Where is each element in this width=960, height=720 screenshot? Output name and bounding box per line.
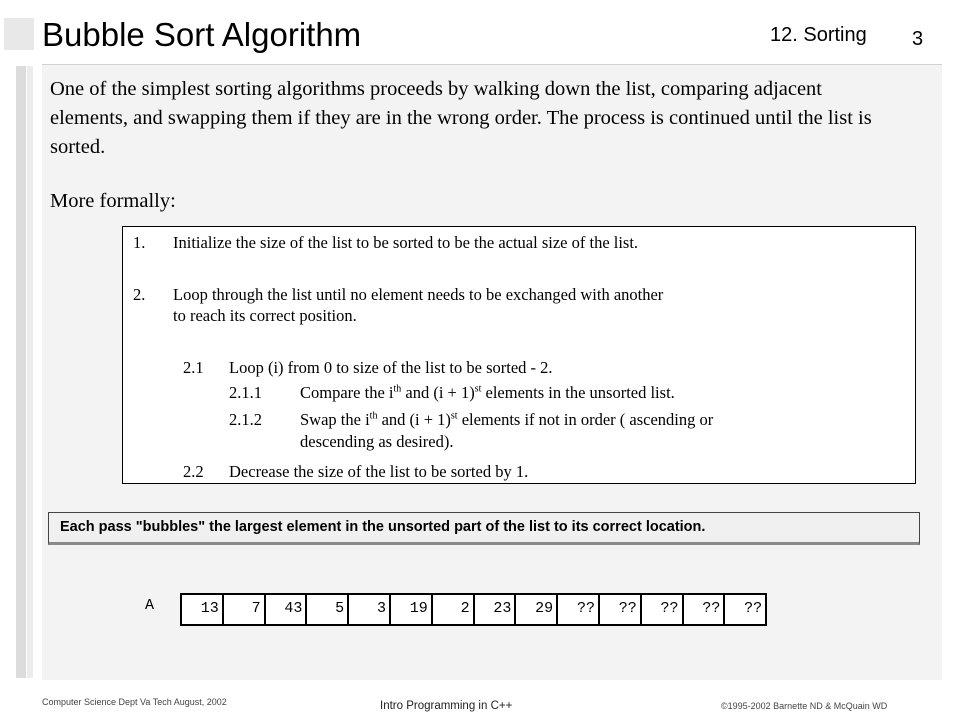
step-number: 2.2 [183, 462, 204, 481]
step-text: Compare the $i^{th}$ and $(i + 1)^{st}$ elements in the unsorted list. [300, 383, 675, 402]
array-cell: 29 [516, 593, 558, 626]
footer-left: Computer Science Dept Va Tech August, 2002 [42, 697, 227, 707]
footer-right: ©1995-2002 Barnette ND & McQuain WD [721, 701, 888, 711]
step-text-continued: descending as desired). [300, 432, 454, 451]
algorithm-box [122, 226, 916, 484]
step-text: Initialize the size of the list to be sorted to be the actual size of the list. [173, 233, 639, 252]
step-number: 2.1.1 [229, 383, 262, 402]
step-text: Loop (i) from 0 to size of the list to be sorted - 2. [229, 358, 553, 377]
array-cell: 2 [433, 593, 475, 626]
left-decor-bar-inner [27, 66, 33, 678]
array-cell: 13 [182, 593, 224, 626]
slide-number: 3 [912, 28, 924, 50]
slide-title: Bubble Sort Algorithm [42, 16, 362, 53]
array-cell: 7 [224, 593, 266, 626]
corner-decoration [4, 18, 34, 50]
step-number: 2.1 [183, 358, 204, 377]
array-cell: 43 [266, 593, 308, 626]
step-text: Decrease the size of the list to be sorted by 1. [229, 462, 529, 481]
footer-center: Intro Programming in C++ [380, 700, 513, 712]
array-cells [180, 593, 767, 626]
step-text-continued: to reach its correct position. [173, 306, 357, 325]
array-cell: ?? [600, 593, 642, 626]
array-cell: 19 [391, 593, 433, 626]
left-decor-bar [16, 66, 26, 678]
step-number: 1. [133, 233, 146, 252]
intro-paragraph: One of the simplest sorting algorithms proceeds by walking down the list, comparing adjacent elements, and swapping them if they are in the wrong order. The process is continued until the list is sorted. [50, 78, 872, 158]
section-label: 12. Sorting [770, 24, 867, 46]
array-cell: 3 [349, 593, 391, 626]
step-number: 2.1.2 [229, 410, 262, 429]
step-text: Swap the $i^{th}$ and $(i + 1)^{st}$ elements if not in order ( ascending or [300, 410, 714, 429]
array-cell: 23 [475, 593, 517, 626]
step-number: 2. [133, 285, 146, 304]
array-cell: ?? [725, 593, 767, 626]
step-text: Loop through the list until no element needs to be exchanged with another [173, 285, 664, 304]
array-cell: ?? [642, 593, 684, 626]
array-cell: 5 [307, 593, 349, 626]
bubble-note: Each pass "bubbles" the largest element in the unsorted part of the list to its correct location. [48, 512, 920, 545]
array-cell: ?? [684, 593, 726, 626]
array-label: A [145, 597, 155, 614]
array-cell: ?? [558, 593, 600, 626]
more-formally-label: More formally: [50, 190, 176, 212]
